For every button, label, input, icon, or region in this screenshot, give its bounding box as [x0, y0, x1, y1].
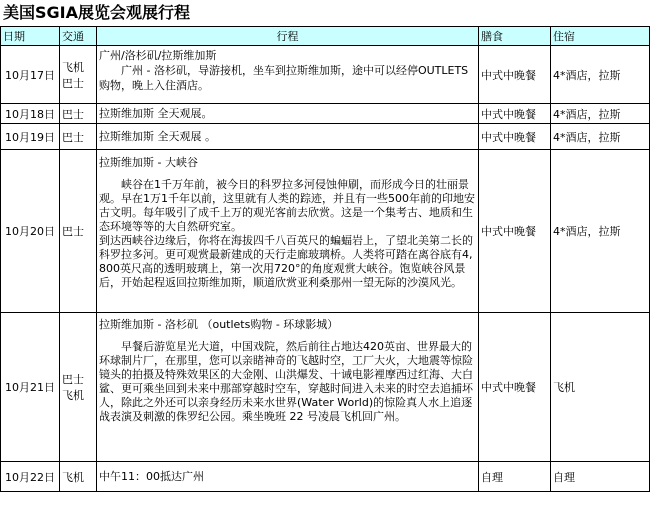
- itinerary-cell: 拉斯维加斯 全天观展 。: [97, 124, 479, 150]
- itinerary-paragraph: 广州 - 洛杉矶，导游接机，坐车到拉斯维加斯，途中可以经停OUTLETS购物，晚上入住酒店。: [99, 64, 469, 92]
- table-row: [1, 150, 650, 313]
- meals-cell: 中式中晚餐: [479, 104, 551, 124]
- page-title: 美国SGIA展览会观展行程: [3, 3, 190, 22]
- table-row: [1, 104, 650, 124]
- table-row: [1, 313, 650, 462]
- meals-cell: 自理: [479, 462, 551, 492]
- hotel-cell: 自理: [551, 462, 650, 492]
- meals-cell: 中式中晚餐: [479, 46, 551, 104]
- itinerary-cell: [97, 150, 479, 313]
- meals-cell: 中式中晚餐: [479, 313, 551, 462]
- transport-line: 飞机: [62, 60, 84, 74]
- header-row: [1, 27, 650, 46]
- transport-line: 巴士: [62, 373, 84, 386]
- date-cell: 10月17日: [1, 46, 60, 104]
- header-hotel: 住宿: [551, 27, 650, 46]
- header-meals: 膳食: [479, 27, 551, 46]
- itinerary-cell: [97, 313, 479, 462]
- itinerary-table: [0, 26, 650, 492]
- date-cell: 10月22日: [1, 462, 60, 492]
- hotel-cell: 飞机: [551, 313, 650, 462]
- header-itinerary: 行程: [97, 27, 479, 46]
- transport-cell: 巴士: [60, 104, 97, 124]
- transport-cell: 飞机: [60, 462, 97, 492]
- table-row: [1, 124, 650, 150]
- transport-cell: 巴士: [60, 150, 97, 313]
- transport-cell: [60, 46, 97, 104]
- transport-cell: [60, 313, 97, 462]
- itinerary-heading: 广州/洛杉矶/拉斯维加斯: [99, 49, 217, 62]
- hotel-cell: 4*酒店，拉斯: [551, 46, 650, 104]
- itinerary-paragraph: 峡谷在1千万年前，被今日的科罗拉多河侵蚀伸刷，而形成今日的壮丽景观。早在1万1千年以前，这里就有人类的踪迹，并且有一些500年前的印地安古文明。每年吸引了成千上万的观光客前去欣赏。这是一个集考古、地质和生态环境等等的大自然研究室。: [99, 178, 475, 233]
- itinerary-cell: 拉斯维加斯 全天观展。: [97, 104, 479, 124]
- hotel-cell: 4*酒店，拉斯: [551, 150, 650, 313]
- date-cell: 10月19日: [1, 124, 60, 150]
- date-cell: 10月20日: [1, 150, 60, 313]
- transport-line: 飞机: [62, 389, 84, 402]
- meals-cell: 中式中晚餐: [479, 150, 551, 313]
- itinerary-paragraph: 早餐后游览星光大道，中国戏院，然后前往占地达420英亩、世界最大的环球制片厂，在那里，您可以亲睹神奇的飞越时空，工厂大火，大地震等惊险镜头的拍摄及特殊效果区的大金刚、山洪爆发、十诫电影裡摩西过红海、大白鲨、更可乘坐回到未来中那部穿越时空车，穿越时间进入未来的时空去追捕坏人，除此之外还可以亲身经历未来水世界(Water World)的惊险真人水上追逐战表演及刺激的侏罗纪公园。乘坐晚班 22 号凌晨飞机回广州。: [99, 340, 473, 423]
- header-date: 日期: [1, 27, 60, 46]
- header-transport: 交通: [60, 27, 97, 46]
- date-cell: 10月18日: [1, 104, 60, 124]
- itinerary-heading: 拉斯维加斯 - 洛杉矶 （outlets购物 - 环球影城）: [99, 318, 339, 331]
- table-row: [1, 46, 650, 104]
- meals-cell: 中式中晚餐: [479, 124, 551, 150]
- table-row: [1, 462, 650, 492]
- hotel-cell: 4*酒店，拉斯: [551, 104, 650, 124]
- date-cell: 10月21日: [1, 313, 60, 462]
- transport-cell: 巴士: [60, 124, 97, 150]
- itinerary-paragraph: 到达西峡谷边缘后，你将在海拔四千八百英尺的蝙蝠岩上，了望北美第二长的科罗拉多河。更可观赏最新建成的天行走廊玻璃桥。人类将可踏在离谷底有4,800英尺高的透明玻璃上，第一次用720°的角度观赏大峡谷。饱览峡谷风景后，开始起程返回拉斯维加斯，顺道欣赏亚利桑那州一望无际的沙漠风光。: [99, 234, 473, 289]
- itinerary-cell: 中午11：00抵达广州: [97, 462, 479, 492]
- itinerary-cell: [97, 46, 479, 104]
- transport-line: 巴士: [62, 76, 84, 90]
- hotel-cell: 4*酒店，拉斯: [551, 124, 650, 150]
- itinerary-heading: 拉斯维加斯 - 大峡谷: [99, 156, 198, 169]
